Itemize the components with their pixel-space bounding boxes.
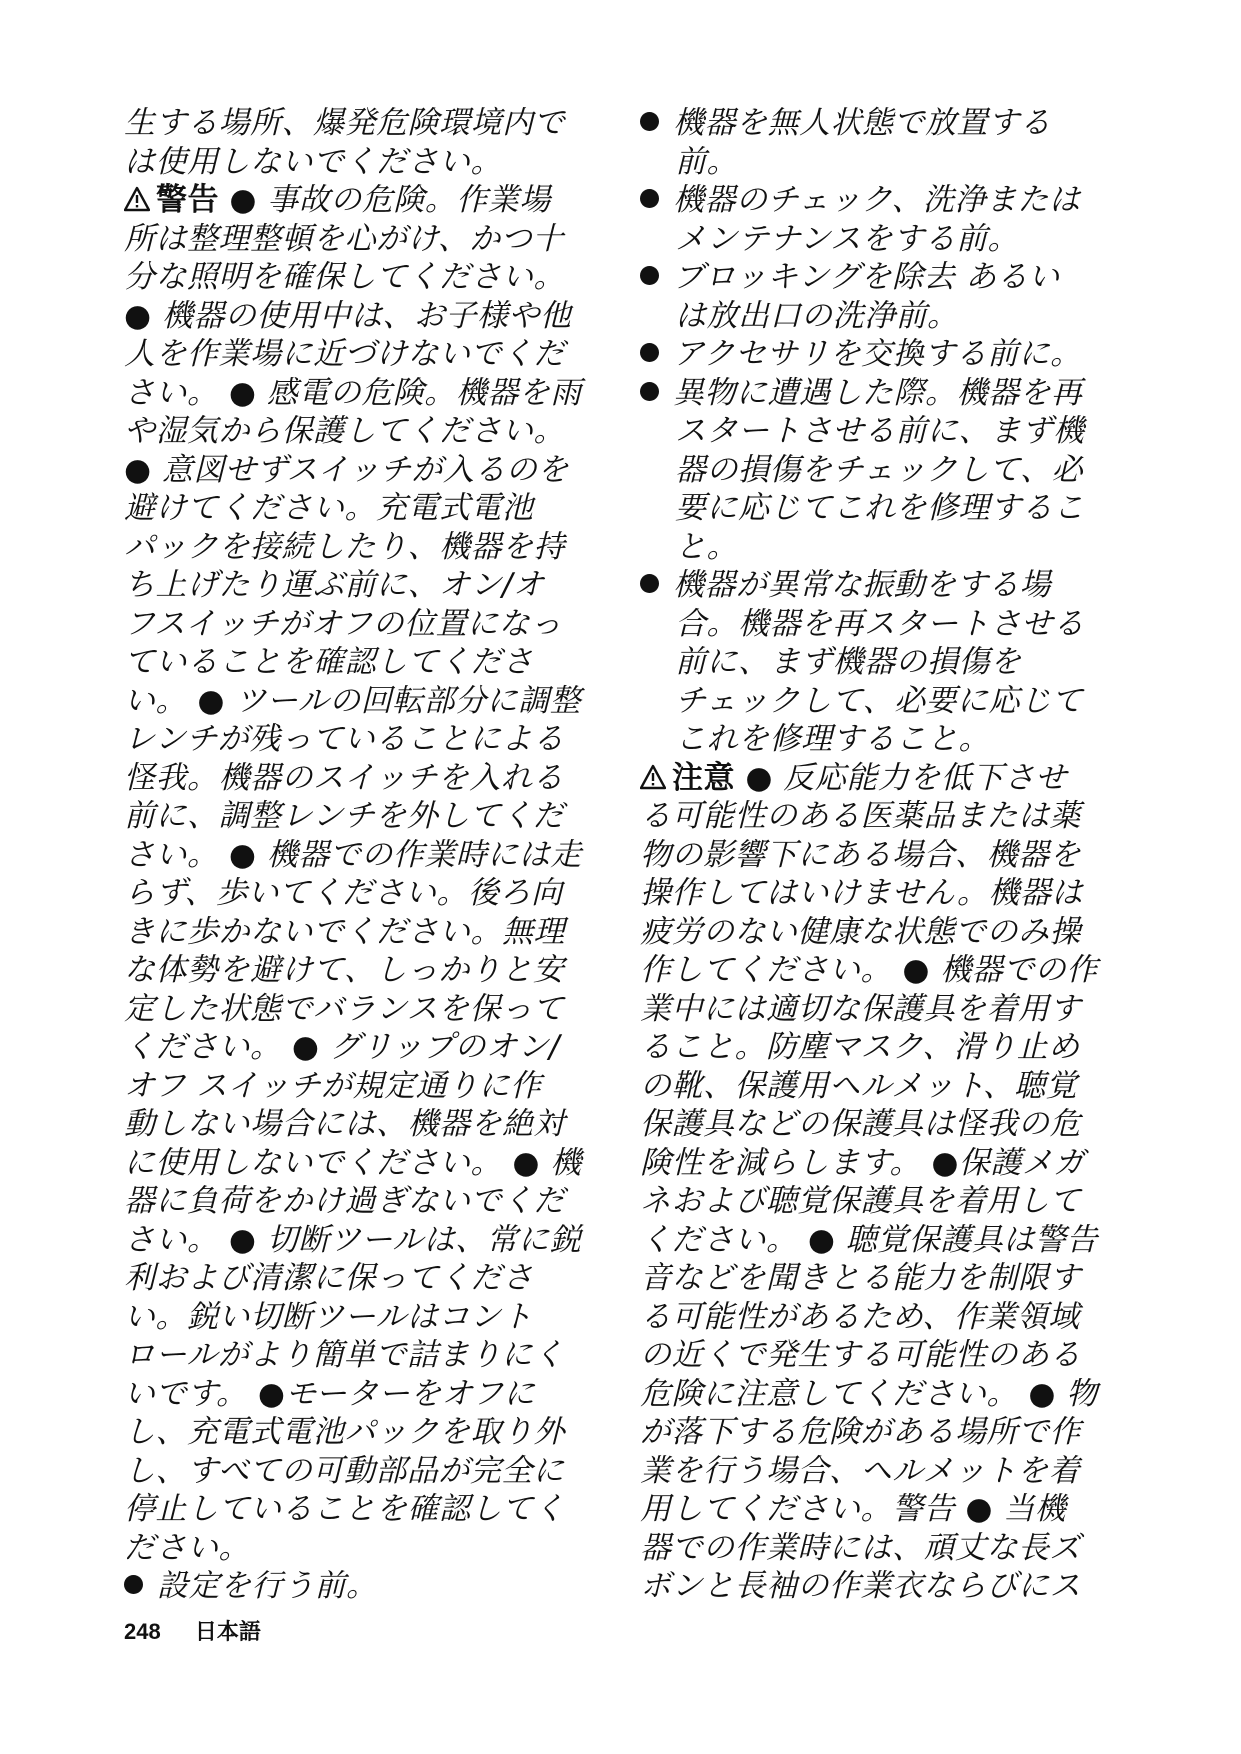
text-line bbox=[640, 951, 1130, 990]
line-text: パックを接続したり、機器を持 bbox=[124, 528, 565, 565]
text-line bbox=[124, 1028, 604, 1067]
line-text: らず、歩いてください。後ろ向 bbox=[124, 875, 563, 911]
line-text: ち上げたり運ぶ前に、オン/オ bbox=[124, 567, 545, 603]
line-text: 危険に注意してください。 ● 物 bbox=[640, 1375, 1098, 1412]
text-line bbox=[124, 566, 604, 605]
text-line bbox=[124, 797, 604, 836]
line-text: 停止していることを確認してく bbox=[124, 1491, 565, 1527]
line-text: チェックして、必要に応じて bbox=[675, 682, 1083, 719]
line-text: ください。 ● 聴覚保護具は警告 bbox=[640, 1221, 1098, 1258]
line-text: 利および清潔に保ってくださ bbox=[124, 1260, 534, 1296]
bullet-icon bbox=[124, 1575, 143, 1594]
left-column bbox=[124, 104, 604, 1606]
text-line bbox=[124, 990, 604, 1029]
text-line bbox=[640, 1298, 1130, 1337]
text-line bbox=[640, 759, 1130, 798]
text-line bbox=[124, 1298, 604, 1337]
text-line bbox=[640, 1529, 1130, 1568]
line-text: に使用しないでください。 ● 機 bbox=[124, 1144, 582, 1181]
text-line bbox=[640, 1259, 1130, 1298]
line-text: フスイッチがオフの位置になっ bbox=[124, 605, 562, 642]
line-text: ロールがより簡単で詰まりにく bbox=[124, 1337, 565, 1373]
warning-label: 警告 bbox=[156, 182, 219, 218]
line-text: さい。 ● 感電の危険。機器を雨 bbox=[124, 374, 582, 411]
text-line bbox=[640, 1067, 1130, 1106]
text-line bbox=[124, 297, 604, 336]
text-line bbox=[640, 1028, 1130, 1067]
text-line bbox=[640, 1375, 1130, 1414]
text-line bbox=[640, 643, 1130, 682]
line-text: 定した状態でバランスを保って bbox=[124, 990, 565, 1027]
text-line bbox=[640, 836, 1130, 875]
text-line bbox=[640, 605, 1130, 644]
line-text: スタートさせる前に、まず機 bbox=[675, 413, 1085, 449]
line-text: や湿気から保護してください。 bbox=[124, 413, 565, 449]
line-text: 分な照明を確保してください。 bbox=[124, 259, 565, 295]
text-line bbox=[124, 836, 604, 875]
line-text: の近くで発生する可能性のある bbox=[640, 1337, 1081, 1373]
line-text: 前に、まず機器の損傷を bbox=[675, 644, 1022, 680]
text-line bbox=[124, 1452, 604, 1491]
footer-language: 日本語 bbox=[194, 1619, 261, 1644]
line-text: 設定を行う前。 bbox=[157, 1568, 378, 1604]
text-line bbox=[640, 374, 1130, 413]
text-line bbox=[124, 1259, 604, 1298]
line-text: 避けてください。充電式電池 bbox=[124, 490, 534, 526]
bullet-icon bbox=[640, 382, 659, 401]
text-line bbox=[640, 451, 1130, 490]
text-line bbox=[640, 528, 1130, 567]
text-line bbox=[124, 1529, 604, 1568]
line-text: 物の影響下にある場合、機器を bbox=[640, 836, 1081, 873]
text-line bbox=[640, 489, 1130, 528]
line-text: 用してください。警告 ● 当機 bbox=[640, 1491, 1067, 1527]
line-text: 器での作業時には、頑丈な長ズ bbox=[640, 1529, 1081, 1566]
text-line bbox=[124, 1336, 604, 1375]
line-text: 器の損傷をチェックして、必 bbox=[675, 451, 1083, 488]
line-text: ● 反応能力を低下させ bbox=[745, 759, 1067, 796]
text-line bbox=[124, 1144, 604, 1183]
text-line bbox=[640, 1567, 1130, 1606]
line-text: し、充電式電池パックを取り外 bbox=[124, 1414, 565, 1450]
text-line bbox=[124, 220, 604, 259]
bullet-icon bbox=[640, 343, 659, 362]
line-text: ていることを確認してくださ bbox=[124, 644, 534, 680]
text-line bbox=[640, 682, 1130, 721]
text-line bbox=[640, 335, 1130, 374]
line-text: ブロッキングを除去 あるい bbox=[673, 259, 1060, 295]
text-line bbox=[124, 1567, 604, 1606]
line-text: ● 意図せずスイッチが入るのを bbox=[124, 451, 569, 488]
line-text: 所は整理整頓を心がけ、かつ十 bbox=[124, 220, 564, 257]
line-text: 人を作業場に近づけないでくだ bbox=[124, 336, 565, 372]
text-line bbox=[640, 990, 1130, 1029]
line-text: ネおよび聴覚保護具を着用して bbox=[640, 1183, 1081, 1219]
line-text: 異物に遭遇した際。機器を再 bbox=[673, 374, 1083, 411]
text-line bbox=[124, 1067, 604, 1106]
line-text: 要に応じてこれを修理するこ bbox=[675, 490, 1085, 526]
line-text: い。 ● ツールの回転部分に調整 bbox=[124, 682, 582, 719]
text-line bbox=[640, 104, 1130, 143]
bullet-icon bbox=[640, 189, 659, 208]
line-text: の靴、保護用ヘルメット、聴覚 bbox=[640, 1067, 1078, 1104]
text-line bbox=[640, 297, 1130, 336]
line-text: ください。 ● グリップのオン/ bbox=[124, 1029, 560, 1065]
text-line bbox=[124, 412, 604, 451]
line-text: ● 事故の危険。作業場 bbox=[229, 182, 551, 218]
line-text: 動しない場合には、機器を絶対 bbox=[124, 1106, 565, 1142]
line-text: オフ スイッチが規定通りに作 bbox=[124, 1067, 542, 1104]
line-text: な体勢を避けて、しっかりと安 bbox=[124, 952, 565, 988]
line-text: 怪我。機器のスイッチを入れる bbox=[124, 759, 564, 796]
text-line bbox=[640, 258, 1130, 297]
line-text: ること。防塵マスク、滑り止め bbox=[640, 1029, 1080, 1065]
line-text: アクセサリを交換する前に。 bbox=[673, 336, 1082, 372]
text-line bbox=[124, 643, 604, 682]
text-line bbox=[124, 489, 604, 528]
line-text: 機器のチェック、洗浄または bbox=[673, 182, 1081, 218]
line-text: と。 bbox=[675, 528, 738, 565]
warning-triangle-icon bbox=[640, 764, 666, 790]
bullet-icon bbox=[640, 112, 659, 131]
text-line bbox=[640, 913, 1130, 952]
line-text: 音などを聞きとる能力を制限す bbox=[640, 1260, 1081, 1296]
text-line bbox=[124, 181, 604, 220]
right-column bbox=[640, 104, 1130, 1606]
line-text: 作してください。 ● 機器での作 bbox=[640, 952, 1098, 988]
line-text: 生する場所、爆発危険環境内で bbox=[124, 105, 565, 141]
line-text: レンチが残っていることによる bbox=[124, 721, 565, 757]
text-line bbox=[124, 451, 604, 490]
text-line bbox=[124, 913, 604, 952]
text-line bbox=[640, 1221, 1130, 1260]
text-line bbox=[124, 374, 604, 413]
text-line bbox=[640, 1490, 1130, 1529]
text-line bbox=[640, 566, 1130, 605]
text-line bbox=[124, 104, 604, 143]
line-text: 合。機器を再スタートさせる bbox=[675, 605, 1085, 642]
text-line bbox=[124, 1182, 604, 1221]
page-footer bbox=[124, 1615, 289, 1646]
text-line bbox=[124, 1221, 604, 1260]
line-text: 前に、調整レンチを外してくだ bbox=[124, 798, 565, 834]
text-line bbox=[124, 1105, 604, 1144]
text-line bbox=[640, 181, 1130, 220]
line-text: 機器を無人状態で放置する bbox=[673, 105, 1051, 141]
page-number: 248 bbox=[124, 1619, 161, 1644]
line-text: 器に負荷をかけ過ぎないでくだ bbox=[124, 1183, 565, 1219]
line-text: は放出口の洗浄前。 bbox=[675, 297, 959, 334]
line-text: 業を行う場合、ヘルメットを着 bbox=[640, 1452, 1081, 1489]
warning-triangle-icon bbox=[124, 186, 150, 212]
text-line bbox=[640, 797, 1130, 836]
bullet-icon bbox=[640, 266, 659, 285]
text-line bbox=[124, 258, 604, 297]
text-line bbox=[640, 1413, 1130, 1452]
line-text: 機器が異常な振動をする場 bbox=[673, 567, 1051, 603]
line-text: 操作してはいけません。機器は bbox=[640, 875, 1083, 911]
text-line bbox=[124, 528, 604, 567]
text-line bbox=[124, 1375, 604, 1414]
warning-label: 注意 bbox=[672, 759, 735, 796]
line-text: は使用しないでください。 bbox=[124, 143, 502, 180]
line-text: メンテナンスをする前。 bbox=[675, 220, 1020, 257]
text-line bbox=[640, 720, 1130, 759]
text-line bbox=[124, 1413, 604, 1452]
line-text: 前。 bbox=[675, 143, 738, 180]
text-line bbox=[640, 1182, 1130, 1221]
line-text: 業中には適切な保護具を着用す bbox=[640, 990, 1081, 1027]
line-text: る可能性のある医薬品または薬 bbox=[640, 798, 1081, 834]
line-text: ださい。 bbox=[124, 1529, 250, 1566]
text-line bbox=[124, 682, 604, 721]
text-line bbox=[640, 220, 1130, 259]
line-text: ● 機器の使用中は、お子様や他 bbox=[124, 297, 572, 334]
text-line bbox=[640, 1144, 1130, 1183]
text-line bbox=[640, 874, 1130, 913]
text-line bbox=[124, 605, 604, 644]
text-line bbox=[640, 1452, 1130, 1491]
text-line bbox=[124, 874, 604, 913]
line-text: いです。 ●モーターをオフに bbox=[124, 1375, 536, 1412]
bullet-icon bbox=[640, 574, 659, 593]
text-line bbox=[124, 720, 604, 759]
line-text: さい。 ● 切断ツールは、常に鋭 bbox=[124, 1221, 582, 1258]
text-line bbox=[124, 335, 604, 374]
line-text: 疲労のない健康な状態でのみ操 bbox=[640, 913, 1081, 950]
line-text: し、すべての可動部品が完全に bbox=[124, 1452, 565, 1489]
line-text: る可能性があるため、作業領域 bbox=[640, 1298, 1080, 1335]
line-text: きに歩かないでください。無理 bbox=[124, 913, 565, 950]
line-text: ボンと長袖の作業衣ならびにス bbox=[640, 1568, 1081, 1604]
text-line bbox=[124, 951, 604, 990]
text-line bbox=[640, 1105, 1130, 1144]
text-line bbox=[640, 1336, 1130, 1375]
line-text: さい。 ● 機器での作業時には走 bbox=[124, 836, 582, 873]
line-text: が落下する危険がある場所で作 bbox=[640, 1414, 1081, 1450]
line-text: これを修理すること。 bbox=[675, 721, 990, 757]
text-line bbox=[124, 143, 604, 182]
line-text: い。鋭い切断ツールはコント bbox=[124, 1298, 533, 1335]
text-line bbox=[640, 143, 1130, 182]
text-line bbox=[640, 412, 1130, 451]
text-line bbox=[124, 1490, 604, 1529]
text-line bbox=[124, 759, 604, 798]
line-text: 険性を減らします。 ●保護メガ bbox=[640, 1144, 1085, 1181]
line-text: 保護具などの保護具は怪我の危 bbox=[640, 1106, 1081, 1142]
